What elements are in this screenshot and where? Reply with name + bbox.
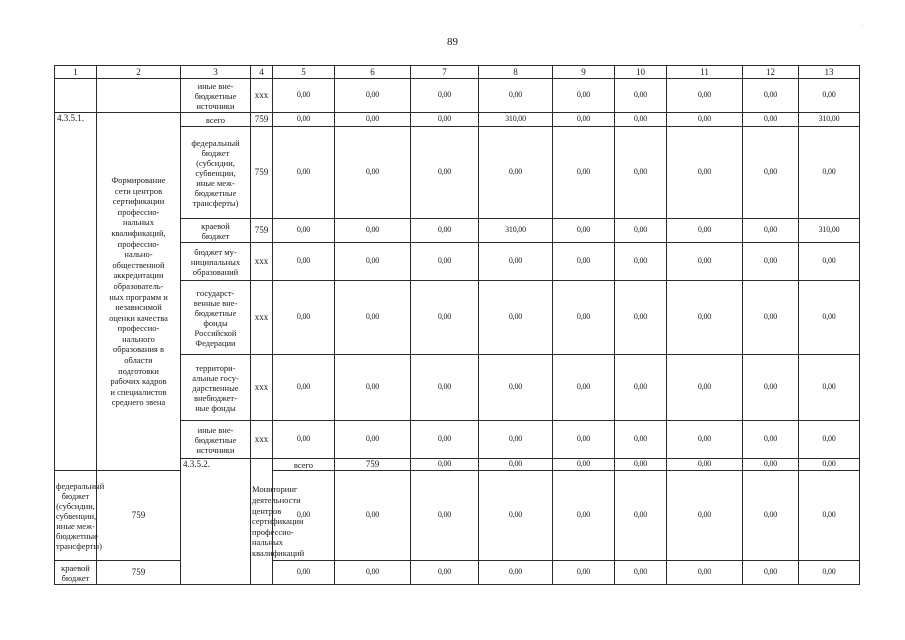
amount-cell: 0,00	[553, 127, 615, 219]
amount-cell: 0,00	[799, 79, 860, 113]
funding-source: территори- альные госу- дарственные внебюджет- ные фонды	[181, 355, 251, 421]
amount-cell: 0,00	[273, 79, 335, 113]
funding-source: государст- венные вне- бюджетные фонды Российской Федерации	[181, 281, 251, 355]
budget-table	[54, 65, 860, 585]
budget-code: 759	[335, 459, 411, 471]
amount-cell: 0,00	[743, 459, 799, 471]
page-number: 89	[447, 36, 458, 48]
funding-source: федеральный бюджет (субсидии, субвенции, иные меж- бюджетные трансферты)	[55, 471, 97, 561]
amount-cell: 0,00	[743, 281, 799, 355]
amount-cell: 0,00	[335, 243, 411, 281]
amount-cell: 0,00	[615, 79, 667, 113]
amount-cell: 0,00	[273, 127, 335, 219]
amount-cell: 0,00	[553, 459, 615, 471]
header-cell: 9	[553, 66, 615, 79]
table-row	[55, 113, 860, 127]
budget-code: ххх	[251, 281, 273, 355]
budget-code: 759	[251, 219, 273, 243]
budget-code: ххх	[251, 243, 273, 281]
header-cell: 3	[181, 66, 251, 79]
budget-code: ххх	[251, 421, 273, 459]
amount-cell: 0,00	[667, 219, 743, 243]
amount-cell: 0,00	[615, 421, 667, 459]
amount-cell: 0,00	[553, 113, 615, 127]
amount-cell: 0,00	[411, 79, 479, 113]
amount-cell: 0,00	[411, 421, 479, 459]
amount-cell: 0,00	[553, 421, 615, 459]
table-row	[55, 561, 860, 585]
amount-cell: 0,00	[553, 79, 615, 113]
header-row	[55, 66, 860, 79]
funding-source: иные вне- бюджетные источники	[181, 421, 251, 459]
budget-code: 759	[251, 113, 273, 127]
amount-cell: 0,00	[799, 127, 860, 219]
amount-cell: 0,00	[411, 281, 479, 355]
amount-cell: 0,00	[411, 459, 479, 471]
table-row	[55, 471, 860, 561]
amount-cell: 0,00	[615, 127, 667, 219]
amount-cell: 0,00	[667, 127, 743, 219]
amount-cell: 0,00	[799, 421, 860, 459]
header-cell: 10	[615, 66, 667, 79]
amount-cell: 0,00	[411, 561, 479, 585]
amount-cell: 0,00	[479, 561, 553, 585]
amount-cell: 310,00	[799, 219, 860, 243]
amount-cell: 0,00	[799, 243, 860, 281]
amount-cell: 0,00	[615, 355, 667, 421]
amount-cell: 0,00	[667, 243, 743, 281]
amount-cell: 0,00	[479, 459, 553, 471]
budget-code: ххх	[251, 79, 273, 113]
amount-cell: 0,00	[273, 421, 335, 459]
amount-cell: 0,00	[667, 421, 743, 459]
header-cell: 5	[273, 66, 335, 79]
amount-cell: 0,00	[615, 471, 667, 561]
amount-cell: 0,00	[743, 421, 799, 459]
empty-code-cell	[55, 79, 97, 113]
budget-code: 759	[97, 561, 181, 585]
table-row	[55, 79, 860, 113]
amount-cell: 0,00	[335, 421, 411, 459]
amount-cell: 310,00	[479, 113, 553, 127]
amount-cell: 0,00	[743, 471, 799, 561]
amount-cell: 0,00	[615, 219, 667, 243]
amount-cell: 0,00	[743, 243, 799, 281]
amount-cell: 0,00	[273, 113, 335, 127]
amount-cell: 0,00	[553, 243, 615, 281]
amount-cell: 0,00	[667, 561, 743, 585]
amount-cell: 0,00	[553, 355, 615, 421]
amount-cell: 0,00	[273, 355, 335, 421]
amount-cell: 0,00	[479, 281, 553, 355]
amount-cell: 0,00	[743, 113, 799, 127]
amount-cell: 0,00	[667, 113, 743, 127]
amount-cell: 0,00	[411, 355, 479, 421]
amount-cell: 0,00	[479, 127, 553, 219]
budget-code: 759	[251, 127, 273, 219]
amount-cell: 0,00	[335, 113, 411, 127]
amount-cell: 0,00	[615, 243, 667, 281]
amount-cell: 0,00	[273, 281, 335, 355]
amount-cell: 0,00	[553, 561, 615, 585]
funding-source: всего	[273, 459, 335, 471]
header-cell: 1	[55, 66, 97, 79]
amount-cell: 0,00	[411, 219, 479, 243]
budget-code: ххх	[251, 355, 273, 421]
header-cell: 12	[743, 66, 799, 79]
empty-name-cell	[97, 79, 181, 113]
amount-cell: 0,00	[743, 561, 799, 585]
funding-source: краевой бюджет	[181, 219, 251, 243]
amount-cell: 0,00	[553, 219, 615, 243]
header-cell: 2	[97, 66, 181, 79]
funding-source: федеральный бюджет (субсидии, субвенции, иные меж- бюджетные трансферты)	[181, 127, 251, 219]
amount-cell: 0,00	[667, 471, 743, 561]
amount-cell: 0,00	[411, 471, 479, 561]
header-cell: 13	[799, 66, 860, 79]
funding-source: всего	[181, 113, 251, 127]
amount-cell: 0,00	[273, 561, 335, 585]
section-code: 4.3.5.1.	[55, 113, 97, 471]
activity-name: Мониторинг деятельности центров сертификации профессио- нальных квалификаций	[251, 459, 273, 585]
amount-cell: 0,00	[273, 471, 335, 561]
amount-cell: 310,00	[799, 113, 860, 127]
amount-cell: 0,00	[799, 471, 860, 561]
amount-cell: 0,00	[553, 281, 615, 355]
amount-cell: 0,00	[615, 281, 667, 355]
amount-cell: 0,00	[411, 243, 479, 281]
amount-cell: 0,00	[335, 281, 411, 355]
funding-source: бюджет му- ниципальных образований	[181, 243, 251, 281]
header-cell: 6	[335, 66, 411, 79]
amount-cell: 0,00	[743, 219, 799, 243]
header-cell: 4	[251, 66, 273, 79]
amount-cell: 0,00	[615, 561, 667, 585]
amount-cell: 0,00	[799, 355, 860, 421]
amount-cell: 0,00	[479, 471, 553, 561]
amount-cell: 0,00	[615, 113, 667, 127]
funding-source: краевой бюджет	[55, 561, 97, 585]
amount-cell: 0,00	[743, 355, 799, 421]
amount-cell: 0,00	[411, 127, 479, 219]
amount-cell: 0,00	[799, 561, 860, 585]
amount-cell: 0,00	[479, 243, 553, 281]
funding-source: иные вне- бюджетные источники	[181, 79, 251, 113]
amount-cell: 310,00	[479, 219, 553, 243]
amount-cell: 0,00	[667, 79, 743, 113]
amount-cell: 0,00	[335, 355, 411, 421]
header-cell: 7	[411, 66, 479, 79]
section-code: 4.3.5.2.	[181, 459, 251, 585]
amount-cell: 0,00	[335, 79, 411, 113]
amount-cell: 0,00	[667, 459, 743, 471]
amount-cell: 0,00	[335, 127, 411, 219]
amount-cell: 0,00	[553, 471, 615, 561]
budget-code: 759	[97, 471, 181, 561]
activity-name: Формирование сети центров сертификации профессио- нальных квалификаций, профессио- нально- общественной аккредитации образователь- ных программ и независимой оценки качества профессио- нального образования в области подготовки рабочих кадров и специалистов среднего звена	[97, 113, 181, 471]
amount-cell: 0,00	[799, 281, 860, 355]
amount-cell: 0,00	[799, 459, 860, 471]
amount-cell: 0,00	[743, 127, 799, 219]
amount-cell: 0,00	[411, 113, 479, 127]
amount-cell: 0,00	[273, 243, 335, 281]
amount-cell: 0,00	[479, 355, 553, 421]
amount-cell: 0,00	[273, 219, 335, 243]
amount-cell: 0,00	[667, 281, 743, 355]
amount-cell: 0,00	[335, 471, 411, 561]
amount-cell: 0,00	[615, 459, 667, 471]
amount-cell: 0,00	[335, 219, 411, 243]
header-cell: 11	[667, 66, 743, 79]
amount-cell: 0,00	[743, 79, 799, 113]
amount-cell: 0,00	[667, 355, 743, 421]
scan-mark: .	[862, 22, 864, 28]
amount-cell: 0,00	[479, 421, 553, 459]
amount-cell: 0,00	[479, 79, 553, 113]
amount-cell: 0,00	[335, 561, 411, 585]
header-cell: 8	[479, 66, 553, 79]
